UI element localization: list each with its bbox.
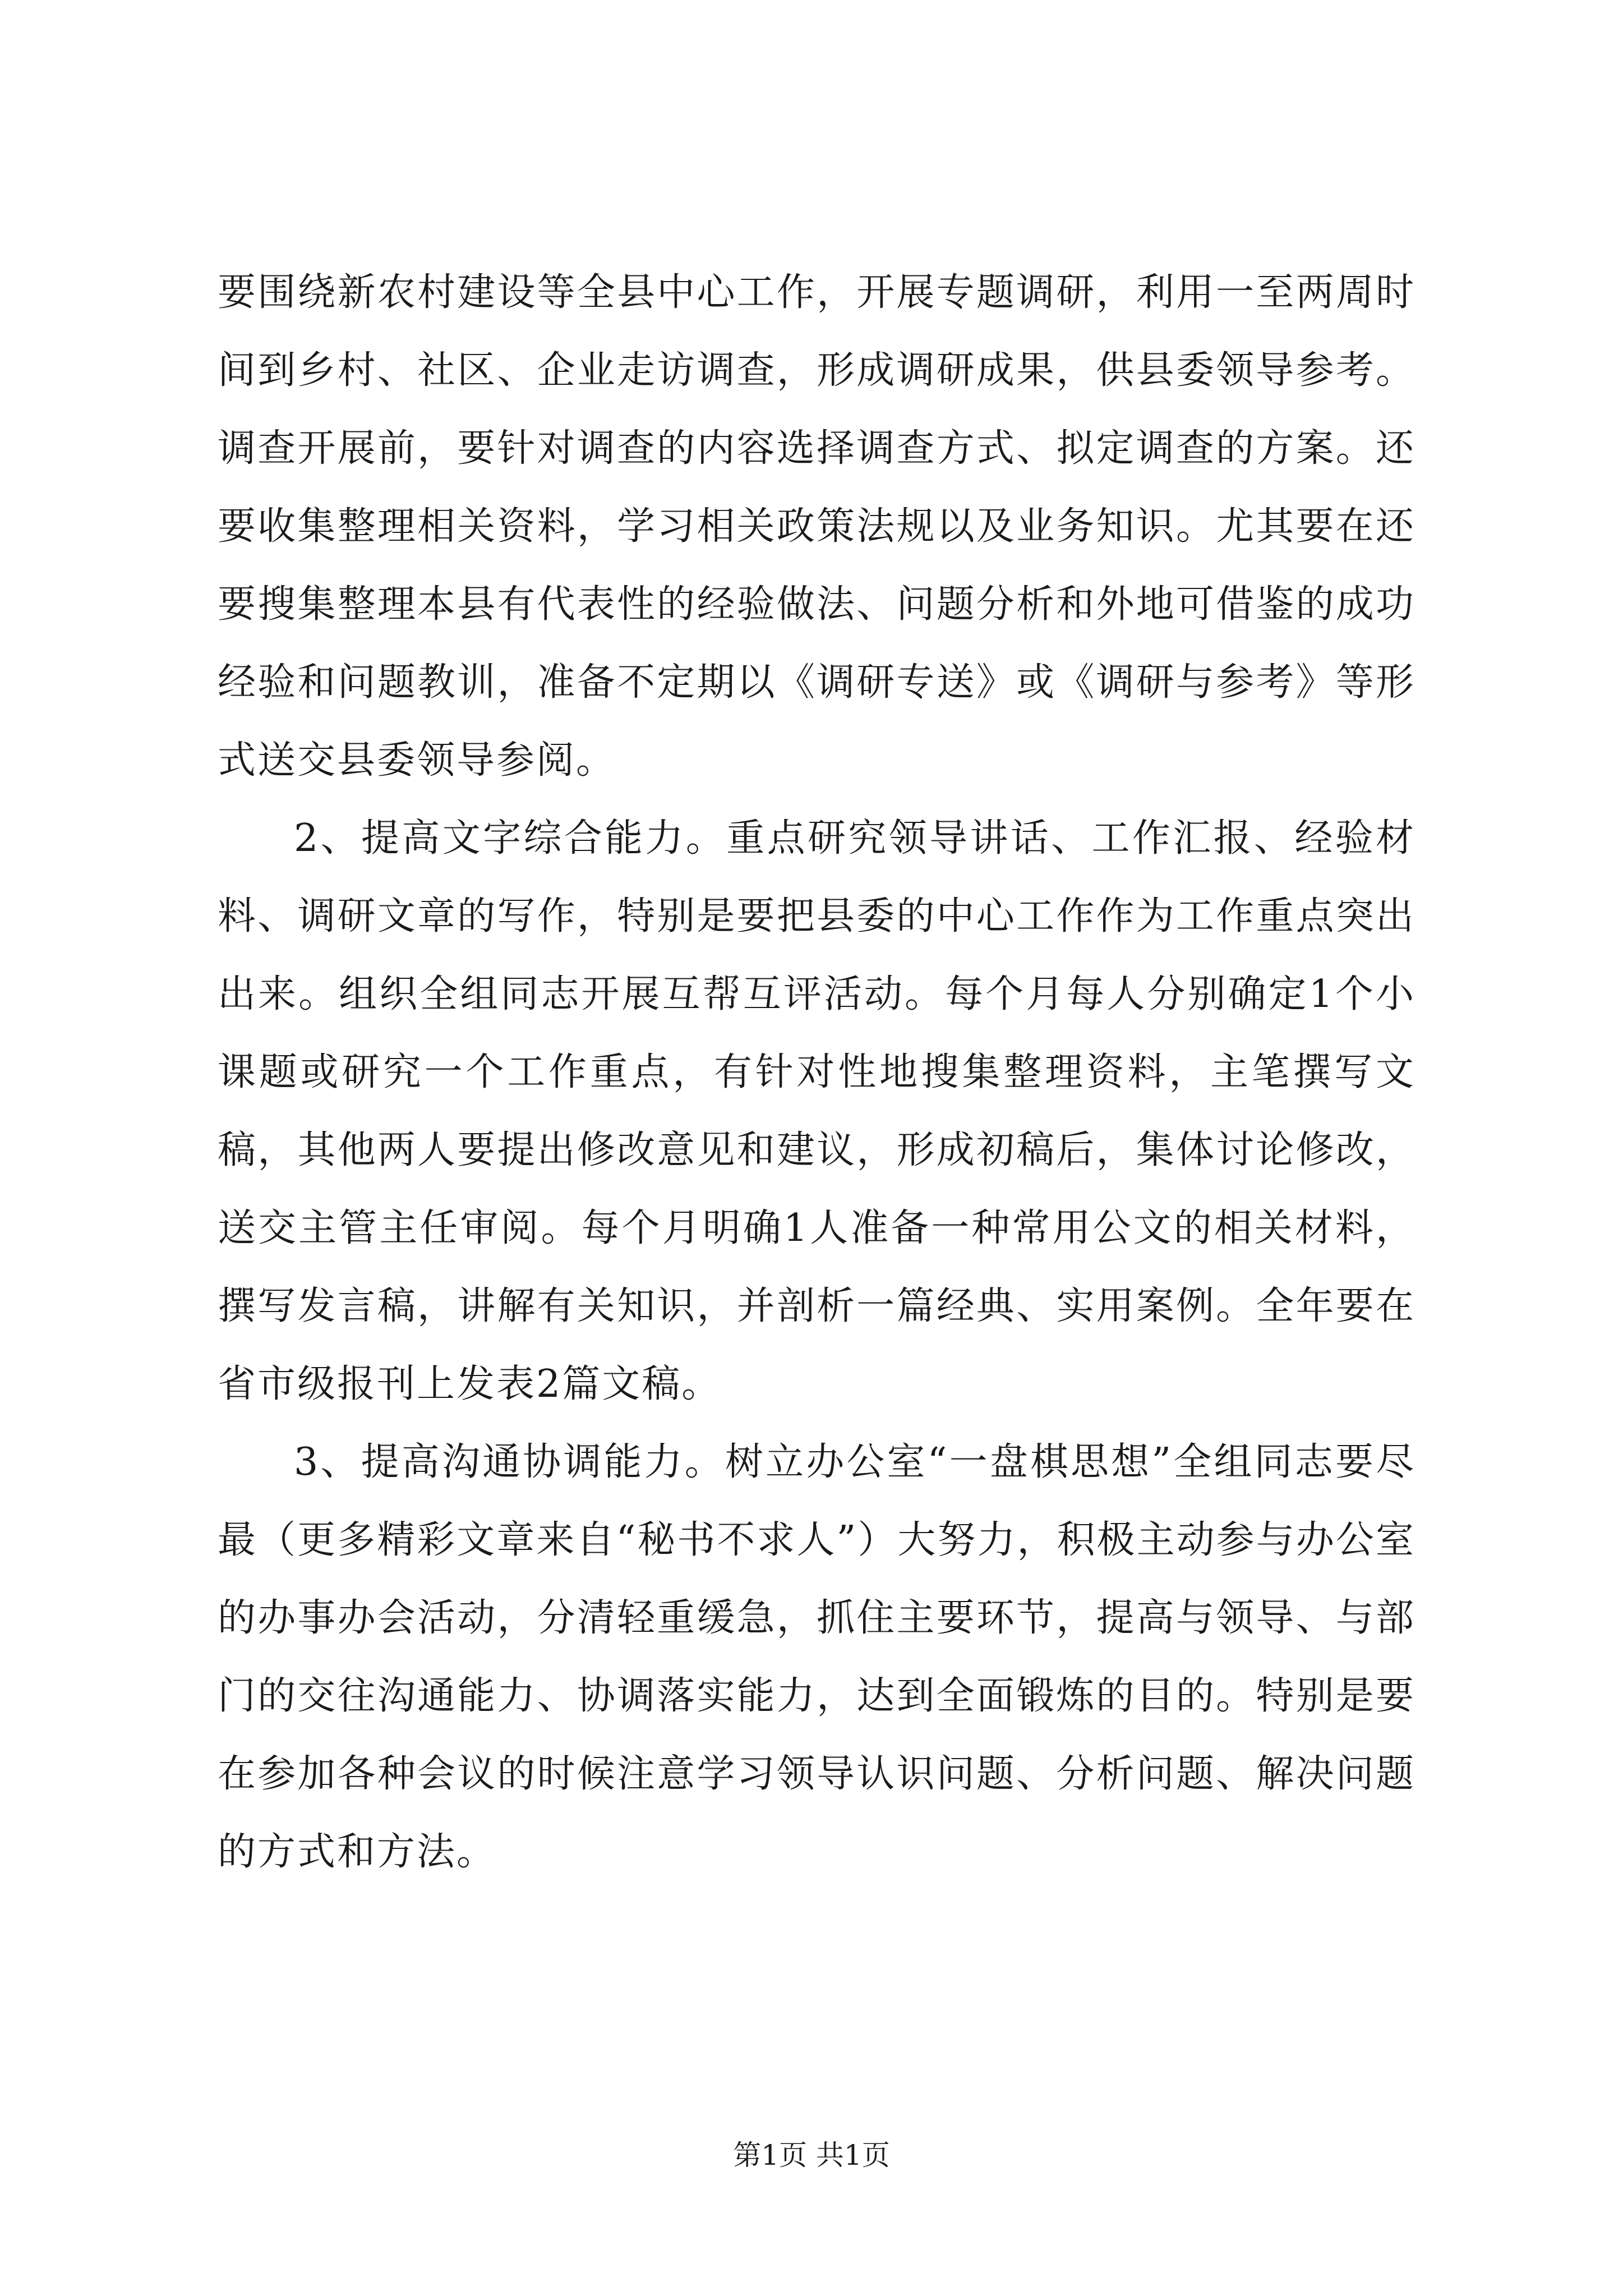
paragraph-3: 3、提高沟通协调能力。树立办公室“一盘棋思想”全组同志要尽最（更多精彩文章来自“秘书不求人”）大努力，积极主动参与办公室的办事办会活动，分清轻重缓急，抓住主要环节，提高与领导、与部门的交往沟通能力、协调落实能力，达到全面锻炼的目的。特别是要在参加各种会议的时候注意学习领导认识问题、分析问题、解决问题的方式和方法。 bbox=[218, 1440, 1415, 1874]
paragraph-1: 要围绕新农村建设等全县中心工作，开展专题调研，利用一至两周时间到乡村、社区、企业走访调查，形成调研成果，供县委领导参考。调查开展前，要针对调查的内容选择调查方式、拟定调查的方案。还要收集整理相关资料，学习相关政策法规以及业务知识。尤其要在还要搜集整理本县有代表性的经验做法、问题分析和外地可借鉴的成功经验和问题教训，准备不定期以《调研专送》或《调研与参考》等形式送交县委领导参阅。 bbox=[218, 270, 1415, 783]
paragraph-2: 2、提高文字综合能力。重点研究领导讲话、工作汇报、经验材料、调研文章的写作，特别是要把县委的中心工作作为工作重点突出出来。组织全组同志开展互帮互评活动。每个月每人分别确定1个小课题或研究一个工作重点，有针对性地搜集整理资料，主笔撰写文稿，其他两人要提出修改意见和建议，形成初稿后，集体讨论修改，送交主管主任审阅。每个月明确1人准备一种常用公文的相关材料，撰写发言稿，讲解有关知识，并剖析一篇经典、实用案例。全年要在省市级报刊上发表2篇文稿。 bbox=[218, 816, 1415, 1406]
document-body bbox=[218, 254, 1415, 1891]
page-number-footer: 第1页 共1页 bbox=[733, 2139, 890, 2171]
